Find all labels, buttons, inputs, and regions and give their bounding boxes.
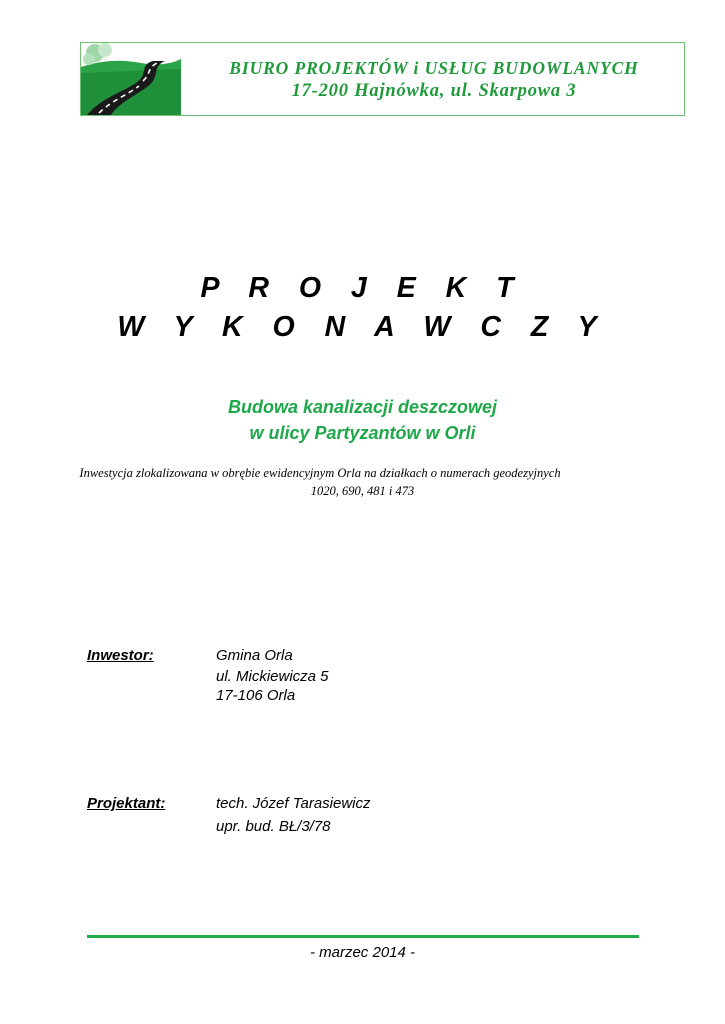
designer-license: upr. bud. BŁ/3/78 bbox=[216, 818, 331, 835]
firm-address: 17-200 Hajnówka, ul. Skarpowa 3 bbox=[291, 81, 577, 101]
location-description-line-2: 1020, 690, 481 i 473 bbox=[310, 484, 415, 498]
document-date: - marzec 2014 - bbox=[309, 944, 416, 961]
document-title-line-2: W Y K O N A W C Z Y bbox=[117, 311, 608, 343]
designer-name: tech. Józef Tarasiewicz bbox=[216, 795, 371, 812]
firm-header bbox=[80, 42, 685, 116]
project-name-line-2: w ulicy Partyzantów w Orli bbox=[249, 423, 476, 443]
project-name-line-1: Budowa kanalizacji deszczowej bbox=[227, 397, 498, 417]
firm-name: BIURO PROJEKTÓW i USŁUG BUDOWLANYCH bbox=[229, 58, 639, 78]
investor-name: Gmina Orla bbox=[216, 647, 293, 664]
location-description-line-1: Inwestycja zlokalizowana w obrębie ewidencyjnym Orla na działkach o numerach geodezyjnych bbox=[79, 466, 561, 480]
designer-label: Projektant: bbox=[87, 795, 166, 812]
footer-divider bbox=[87, 935, 639, 938]
investor-street: ul. Mickiewicza 5 bbox=[216, 668, 329, 685]
investor-label: Inwestor: bbox=[87, 647, 154, 664]
investor-postcode: 17-106 Orla bbox=[216, 687, 296, 704]
document-title-line-1: P R O J E K T bbox=[200, 272, 525, 304]
road-logo-icon bbox=[81, 43, 181, 115]
